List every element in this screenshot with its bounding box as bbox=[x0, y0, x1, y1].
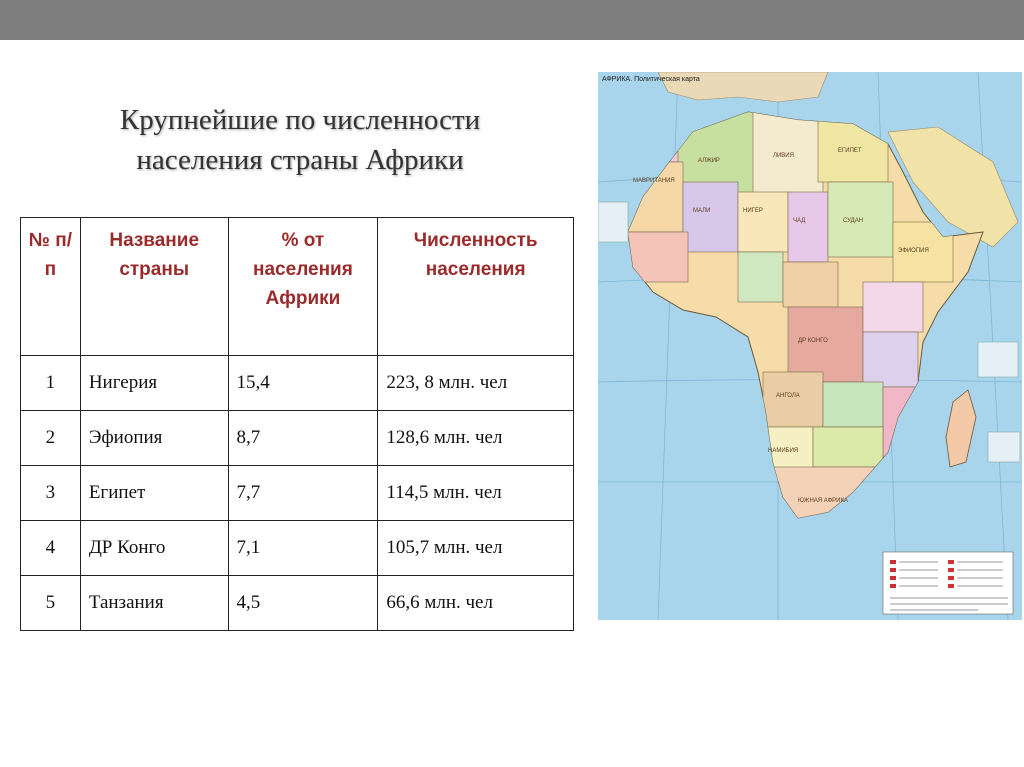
cell-percent: 7,1 bbox=[228, 521, 378, 576]
table-header-row bbox=[21, 218, 574, 356]
cell-country: ДР Конго bbox=[80, 521, 228, 576]
cell-population: 128,6 млн. чел bbox=[378, 411, 574, 466]
country-tanzania bbox=[863, 332, 918, 387]
cell-number: 2 bbox=[21, 411, 81, 466]
country-chad bbox=[788, 192, 828, 262]
table-row bbox=[21, 356, 574, 411]
cell-population: 105,7 млн. чел bbox=[378, 521, 574, 576]
table-row bbox=[21, 576, 574, 631]
cell-country: Эфиопия bbox=[80, 411, 228, 466]
map-label-algeria: АЛЖИР bbox=[698, 158, 720, 164]
page-title bbox=[60, 100, 540, 180]
map-label-sudan: СУДАН bbox=[843, 218, 864, 224]
inset-islands-east bbox=[978, 342, 1018, 377]
map-label-dr-congo: ДР КОНГО bbox=[798, 338, 828, 344]
cell-population: 66,6 млн. чел bbox=[378, 576, 574, 631]
cell-number: 5 bbox=[21, 576, 81, 631]
country-kenya bbox=[863, 282, 923, 332]
cell-country: Танзания bbox=[80, 576, 228, 631]
cell-population: 114,5 млн. чел bbox=[378, 466, 574, 521]
map-label-namibia: НАМИБИЯ bbox=[768, 448, 799, 454]
cell-country: Египет bbox=[80, 466, 228, 521]
map-label-libya: ЛИВИЯ bbox=[773, 153, 794, 159]
country-angola bbox=[763, 372, 823, 427]
inset-islands-east-2 bbox=[988, 432, 1020, 462]
cell-percent: 15,4 bbox=[228, 356, 378, 411]
map-label-mali: МАЛИ bbox=[693, 208, 711, 214]
map-label-mauritania: МАВРИТАНИЯ bbox=[633, 178, 675, 184]
country-botswana bbox=[813, 427, 883, 467]
population-table bbox=[20, 217, 574, 631]
inset-islands-west bbox=[598, 202, 628, 242]
cell-population: 223, 8 млн. чел bbox=[378, 356, 574, 411]
header-percent: % от населения Африки bbox=[228, 218, 378, 356]
country-car bbox=[783, 262, 838, 307]
map-label-niger: НИГЕР bbox=[743, 208, 763, 214]
header-country: Название страны bbox=[80, 218, 228, 356]
country-mali bbox=[683, 182, 738, 252]
top-bar bbox=[0, 0, 1024, 40]
cell-country: Нигерия bbox=[80, 356, 228, 411]
country-nigeria bbox=[738, 252, 783, 302]
table-row bbox=[21, 466, 574, 521]
country-zambia bbox=[823, 382, 883, 427]
map-label-chad: ЧАД bbox=[793, 218, 806, 224]
map-label-south-africa: ЮЖНАЯ АФРИКА bbox=[798, 498, 848, 504]
cell-number: 4 bbox=[21, 521, 81, 576]
cell-number: 1 bbox=[21, 356, 81, 411]
country-dr-congo bbox=[788, 307, 863, 382]
header-population: Численность населения bbox=[378, 218, 574, 356]
map-label-angola: АНГОЛА bbox=[776, 393, 800, 399]
country-niger bbox=[738, 192, 788, 252]
map-label-ethiopia: ЭФИОПИЯ bbox=[898, 248, 929, 254]
cell-number: 3 bbox=[21, 466, 81, 521]
africa-political-map bbox=[598, 72, 1022, 620]
table-row bbox=[21, 521, 574, 576]
map-label-egypt: ЕГИПЕТ bbox=[838, 148, 862, 154]
map-title: АФРИКА. Политическая карта bbox=[602, 76, 700, 83]
title-line-1: Крупнейшие по численности bbox=[119, 104, 481, 136]
cell-percent: 7,7 bbox=[228, 466, 378, 521]
cell-percent: 8,7 bbox=[228, 411, 378, 466]
cell-percent: 4,5 bbox=[228, 576, 378, 631]
table-row bbox=[21, 411, 574, 466]
title-line-2: населения страны Африки bbox=[136, 144, 464, 176]
header-number: № п/п bbox=[21, 218, 81, 356]
